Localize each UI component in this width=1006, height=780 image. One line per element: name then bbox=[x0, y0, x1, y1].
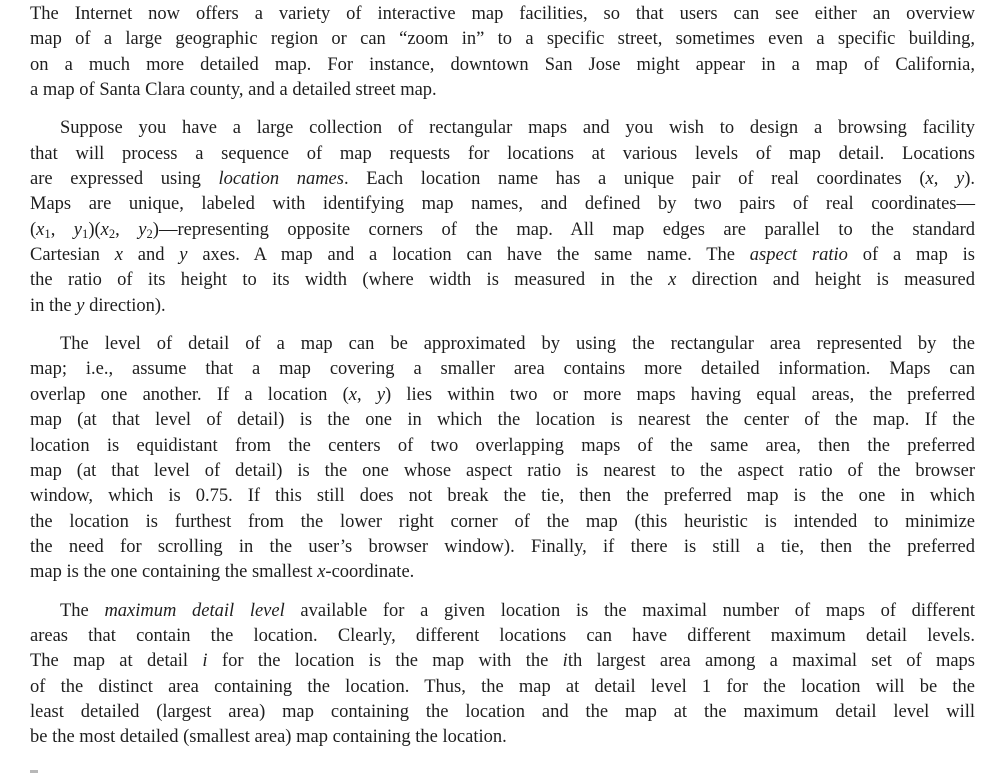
text-run: )( bbox=[88, 219, 101, 240]
text-run: , bbox=[50, 219, 74, 240]
text-run: for the location is the map with the bbox=[207, 651, 563, 672]
text-line bbox=[30, 332, 975, 357]
text-line bbox=[30, 725, 975, 750]
text-run: of a map is bbox=[847, 245, 975, 266]
italic-text-run: y bbox=[76, 295, 85, 316]
italic-text-run: x bbox=[100, 219, 109, 240]
italic-text-run: x bbox=[36, 219, 45, 240]
text-run: ( bbox=[30, 219, 37, 240]
text-line bbox=[30, 78, 975, 103]
paragraph bbox=[30, 599, 975, 751]
italic-text-run: x bbox=[317, 562, 326, 583]
text-run: -coordinate. bbox=[325, 562, 415, 583]
text-run: ). bbox=[964, 169, 975, 190]
text-run: , bbox=[115, 219, 139, 240]
italic-text-run: y bbox=[179, 245, 188, 266]
paragraph bbox=[30, 332, 975, 585]
text-run: , bbox=[356, 384, 377, 405]
subscript-run: 2 bbox=[146, 226, 153, 241]
text-run: areas that contain the location. Clearly, different locations can have different maximum detail levels. bbox=[30, 625, 975, 646]
text-line bbox=[30, 116, 975, 141]
italic-text-run: location names bbox=[218, 169, 344, 190]
text-run: map of a large geographic region or can “zoom in” to a specific street, sometimes even a specific building, bbox=[30, 29, 975, 50]
text-body bbox=[30, 2, 975, 751]
text-line bbox=[30, 142, 975, 167]
subscript-run: 1 bbox=[82, 226, 89, 241]
italic-text-run: x bbox=[348, 384, 357, 405]
text-line bbox=[30, 218, 975, 243]
text-run: . Each location name has a unique pair of real coordinates ( bbox=[343, 169, 926, 190]
text-run: in the bbox=[30, 295, 77, 316]
italic-text-run: y bbox=[138, 219, 147, 240]
paragraph bbox=[30, 116, 975, 319]
text-line bbox=[30, 675, 975, 700]
text-line bbox=[30, 408, 975, 433]
text-line bbox=[30, 2, 975, 27]
italic-text-run: i bbox=[202, 651, 208, 672]
text-run: The map at detail bbox=[30, 651, 203, 672]
text-run: the ratio of its height to its width (where width is measured in the bbox=[30, 270, 669, 291]
text-run: on a much more detailed map. For instance, downtown San Jose might appear in a map of California, bbox=[30, 54, 975, 75]
text-run: )—representing opposite corners of the map. All map edges are parallel to the standard bbox=[152, 219, 976, 240]
clipped-next-line-mark bbox=[30, 770, 38, 773]
text-line bbox=[30, 700, 975, 725]
text-line bbox=[30, 459, 975, 484]
italic-text-run: x bbox=[114, 245, 123, 266]
text-run: are expressed using bbox=[30, 169, 219, 190]
italic-text-run: x bbox=[925, 169, 934, 190]
italic-text-run: y bbox=[955, 169, 965, 190]
text-line bbox=[30, 268, 975, 293]
text-line bbox=[30, 599, 975, 624]
text-run: The Internet now offers a variety of interactive map facilities, so that users can see either an overview bbox=[30, 4, 975, 24]
text-run: map (at that level of detail) is the one whose aspect ratio is nearest to the aspect ratio of the browser bbox=[30, 460, 975, 481]
text-run: map; i.e., assume that a map covering a smaller area contains more detailed information. Maps can bbox=[30, 359, 975, 380]
text-run: the location is furthest from the lower right corner of the map (this heuristic is intended to minimize bbox=[30, 511, 975, 532]
text-run: and bbox=[122, 245, 180, 266]
text-run: th largest area among a maximal set of maps bbox=[567, 651, 976, 672]
italic-text-run: aspect ratio bbox=[749, 245, 848, 266]
text-line bbox=[30, 294, 975, 319]
italic-text-run: y bbox=[376, 384, 386, 405]
italic-text-run: maximum detail level bbox=[104, 600, 285, 621]
text-line bbox=[30, 510, 975, 535]
text-run: Suppose you have a large collection of rectangular maps and you wish to design a browsing facility bbox=[60, 118, 975, 139]
text-run: least detailed (largest area) map containing the location and the map at the maximum detail level will bbox=[30, 701, 975, 722]
italic-text-run: y bbox=[73, 219, 83, 240]
text-line bbox=[30, 357, 975, 382]
text-line bbox=[30, 484, 975, 509]
subscript-run: 2 bbox=[108, 226, 116, 241]
text-run: of the distinct area containing the location. Thus, the map at detail level 1 for the location will be the bbox=[30, 676, 975, 697]
text-line bbox=[30, 192, 975, 217]
text-line bbox=[30, 243, 975, 268]
text-run: available for a given location is the maximal number of maps of different bbox=[284, 600, 976, 621]
text-line bbox=[30, 560, 975, 585]
text-run: map (at that level of detail) is the one in which the location is nearest the center of the map. If the bbox=[30, 410, 975, 431]
text-run: the need for scrolling in the user’s browser window). Finally, if there is still a tie, then the preferred bbox=[30, 536, 975, 557]
text-run: Maps are unique, labeled with identifying map names, and defined by two pairs of real coordinates— bbox=[30, 194, 975, 215]
text-run: that will process a sequence of map requests for locations at various levels of map detail. Locations bbox=[30, 143, 975, 164]
text-line bbox=[30, 167, 975, 192]
paragraph bbox=[30, 2, 975, 103]
text-run: , bbox=[933, 169, 956, 190]
text-run: overlap one another. If a location ( bbox=[30, 384, 349, 405]
text-run: window, which is 0.75. If this still does not break the tie, then the preferred map is the one in which bbox=[30, 486, 975, 507]
subscript-run: 1 bbox=[44, 226, 51, 241]
text-line bbox=[30, 27, 975, 52]
italic-text-run: x bbox=[668, 270, 677, 291]
text-line bbox=[30, 383, 975, 408]
text-run: be the most detailed (smallest area) map containing the location. bbox=[30, 727, 507, 748]
text-line bbox=[30, 649, 975, 674]
text-run: ) lies within two or more maps having equal areas, the preferred bbox=[385, 384, 976, 405]
text-run: The level of detail of a map can be approximated by using the rectangular area represented by the bbox=[60, 334, 975, 355]
text-run: location is equidistant from the centers of two overlapping maps of the same area, then the preferred bbox=[30, 435, 975, 456]
text-line bbox=[30, 53, 975, 78]
italic-text-run: i bbox=[562, 651, 568, 672]
text-run: The bbox=[60, 600, 105, 621]
text-run: direction and height is measured bbox=[676, 270, 975, 291]
text-line bbox=[30, 535, 975, 560]
text-line bbox=[30, 434, 975, 459]
text-run: Cartesian bbox=[30, 245, 115, 266]
text-run: axes. A map and a location can have the same name. The bbox=[187, 245, 750, 266]
text-line bbox=[30, 624, 975, 649]
text-run: direction). bbox=[84, 295, 166, 316]
text-run: map is the one containing the smallest bbox=[30, 562, 318, 583]
text-run: a map of Santa Clara county, and a detailed street map. bbox=[30, 80, 437, 101]
